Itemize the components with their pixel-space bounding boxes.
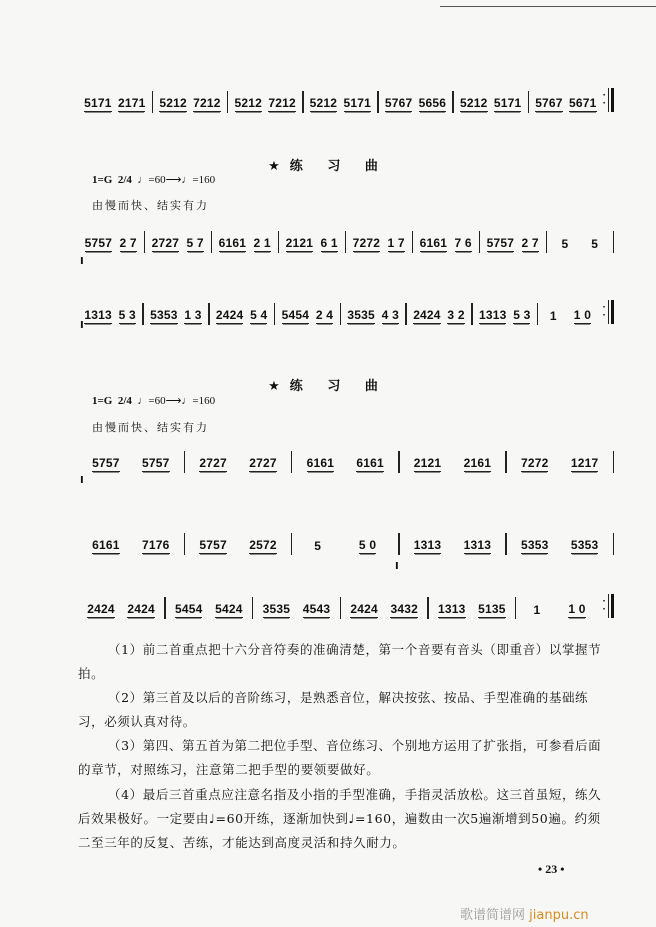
watermark-cn: 歌谱简谱网	[460, 908, 526, 923]
note-group: 6161	[92, 538, 120, 552]
note-group: 5353	[520, 538, 549, 552]
measure	[212, 236, 278, 252]
measure	[538, 308, 602, 324]
note-group: 2121	[285, 236, 314, 250]
note-group: 5757	[84, 236, 113, 250]
measure	[292, 538, 398, 554]
note-group: 2727	[151, 236, 180, 250]
time-signature: 2/4	[117, 395, 132, 407]
note-group: 3 2	[447, 308, 465, 322]
note-group: 5212	[460, 96, 488, 110]
note-group: 6161	[218, 236, 247, 250]
note-group: 3432	[390, 602, 418, 616]
note-group: 5 3	[513, 308, 531, 322]
note-group: 2 4	[315, 308, 334, 322]
note-group: 5353	[150, 308, 178, 322]
measure	[304, 96, 378, 112]
staff-row-4	[78, 452, 614, 472]
measure	[78, 308, 142, 324]
repeat-dots: · ·	[602, 90, 607, 109]
note-group: 7 6	[454, 236, 472, 250]
page-number: • 23 •	[538, 862, 565, 876]
measure	[516, 602, 602, 618]
thick-barline	[611, 88, 614, 112]
measure	[407, 308, 471, 324]
note-group: 5212	[159, 96, 187, 110]
barline	[608, 300, 609, 324]
paragraph-text: （2）第三首及以后的音阶练习，是熟悉音位，解决按弦、按品、手型准确的基础练习，必须认真对待。	[78, 690, 589, 729]
note-group: 5757	[142, 456, 170, 470]
measure	[547, 237, 613, 252]
measure	[166, 602, 252, 618]
key-signature	[92, 394, 215, 407]
note-group: 6161	[419, 236, 448, 250]
note-paragraph-4	[78, 783, 610, 855]
measure	[279, 236, 345, 252]
note-group: 7212	[268, 96, 296, 110]
tempo: ♩=60⟶♩=160	[137, 395, 216, 407]
note-group: 1 7	[387, 236, 405, 250]
note-group: 7272	[352, 236, 381, 250]
note-group: 4 3	[381, 308, 399, 322]
staff-row-1	[78, 92, 614, 112]
note-group: 5671	[569, 96, 597, 110]
note-group: 5454	[174, 602, 203, 616]
note-group: 5 7	[186, 236, 204, 250]
watermark	[460, 904, 589, 923]
note-group: 1 0	[573, 308, 592, 322]
note-group: 5757	[92, 456, 120, 470]
note-group: 2727	[199, 456, 227, 470]
note-paragraph-2	[78, 686, 610, 734]
note-paragraph-1	[78, 638, 610, 686]
watermark-en: jianpu.cn	[529, 908, 589, 923]
barline	[608, 88, 609, 112]
thick-barline	[611, 594, 614, 618]
note-group: 5212	[234, 96, 262, 110]
note-group: 2424	[127, 602, 155, 616]
note-group: 1217	[570, 456, 599, 470]
barline	[613, 533, 615, 555]
measure	[185, 538, 291, 554]
expression-mark: 由慢而快、结实有力	[92, 199, 209, 212]
note-group: 2171	[117, 96, 146, 110]
measure	[529, 96, 603, 112]
measure	[78, 456, 184, 472]
note-group: 1	[533, 603, 541, 617]
note-group: 2121	[413, 456, 442, 470]
repeat-dots: · ·	[602, 302, 606, 321]
measure	[228, 96, 302, 112]
measure	[144, 308, 208, 324]
note-group: 5212	[309, 96, 338, 110]
note-group: 7176	[142, 538, 170, 552]
measure	[454, 96, 528, 112]
note-group: 5171	[493, 96, 522, 110]
measure	[379, 96, 453, 112]
staff-row-2	[78, 232, 614, 252]
measure	[480, 236, 546, 252]
measure	[429, 602, 515, 618]
measure	[292, 456, 398, 472]
note-group: 5 3	[118, 308, 136, 322]
note-group: 5	[561, 237, 569, 251]
note-group: 2424	[413, 308, 441, 322]
note-group: 5767	[535, 96, 563, 110]
note-group: 5767	[384, 96, 413, 110]
note-group: 7272	[520, 456, 549, 470]
measure	[341, 602, 427, 618]
note-group: 2 7	[521, 236, 539, 250]
piece-title: ★练 习 曲	[268, 379, 388, 394]
measure	[78, 96, 152, 112]
key: 1=G	[92, 174, 113, 186]
measure	[253, 602, 339, 618]
staff-row-6	[78, 598, 614, 618]
measure	[400, 456, 506, 472]
tempo: ♩=60⟶♩=160	[137, 174, 216, 186]
piece-title: ★练 习 曲	[268, 159, 388, 174]
note-group: 2161	[463, 456, 492, 470]
measure	[341, 308, 405, 324]
note-group: 1313	[413, 538, 442, 552]
measure	[153, 96, 227, 112]
paragraph-text: （3）第四、第五首为第二把位手型、音位练习、个别地方运用了扩张指，可参看后面的章节，对照练习，注意第二把手型的要领要做好。	[78, 738, 602, 777]
note-group: 6161	[356, 456, 384, 470]
note-group: 5757	[486, 236, 515, 250]
position-mark: I	[80, 320, 84, 331]
measure	[185, 456, 291, 472]
repeat-end-barline	[603, 594, 614, 618]
key: 1=G	[92, 395, 113, 407]
note-group: 5171	[84, 96, 112, 110]
note-group: 1313	[478, 308, 507, 322]
note-group: 3535	[262, 602, 291, 616]
note-group: 5656	[418, 96, 447, 110]
staff-row-3	[78, 304, 614, 324]
paragraph-text: （4）最后三首重点应注意名指及小指的手型准确，手指灵活放松。这三首虽短，练久后效果极好。一定要由♩=60开练，逐渐加快到♩=160，遍数由一次5遍渐增到50遍。约须二至三年的反复、苦练，才能达到高度灵活和持久耐力。	[78, 787, 602, 850]
note-group: 5353	[570, 538, 599, 552]
staff-row-5	[78, 534, 614, 554]
paragraph-text: （1）前二首重点把十六分音符奏的准确清楚，第一个音要有音头（即重音）以掌握节拍。	[78, 642, 602, 681]
note-group: 5454	[281, 308, 310, 322]
note-group: 2424	[350, 602, 378, 616]
barline	[613, 451, 615, 473]
scan-edge-line	[440, 6, 656, 7]
key-signature	[92, 173, 215, 186]
note-group: 3535	[347, 308, 375, 322]
measure	[473, 308, 537, 324]
note-group: 1313	[84, 308, 112, 322]
measure	[507, 538, 613, 554]
measure	[346, 236, 412, 252]
barline	[613, 231, 615, 253]
measure	[78, 236, 144, 252]
measure	[507, 456, 613, 472]
repeat-end-barline	[603, 300, 614, 324]
note-group: 5135	[478, 602, 506, 616]
note-group: 2424	[215, 308, 244, 322]
measure	[78, 538, 184, 554]
note-group: 5	[591, 237, 599, 251]
position-mark: I	[80, 475, 84, 486]
measure	[275, 308, 339, 324]
measure	[78, 602, 164, 618]
note-group: 5 0	[358, 538, 377, 552]
expression-mark: 由慢而快、结实有力	[92, 421, 209, 434]
note-group: 1313	[463, 538, 492, 552]
time-signature: 2/4	[117, 174, 132, 186]
note-group: 7212	[193, 96, 221, 110]
note-group: 5171	[343, 96, 371, 110]
note-group: 2727	[249, 456, 277, 470]
repeat-end-barline	[603, 88, 614, 112]
note-group: 1 3	[184, 308, 202, 322]
note-group: 5	[314, 539, 322, 553]
note-group: 1 0	[568, 602, 586, 616]
note-group: 2424	[87, 602, 115, 616]
note-group: 5424	[215, 602, 243, 616]
note-group: 6 1	[320, 236, 338, 250]
note-group: 6161	[306, 456, 335, 470]
note-group: 1	[549, 309, 557, 323]
thick-barline	[611, 300, 614, 324]
position-mark: I	[80, 256, 84, 267]
measure	[210, 308, 274, 324]
barline	[608, 594, 609, 618]
note-group: 5 4	[250, 308, 268, 322]
note-group: 5757	[199, 538, 227, 552]
measure	[413, 236, 479, 252]
note-group: 1313	[438, 602, 466, 616]
note-group: 2 1	[253, 236, 271, 250]
note-paragraph-3	[78, 734, 610, 782]
position-mark: I	[395, 561, 399, 572]
measure	[400, 538, 506, 554]
measure	[145, 236, 211, 252]
note-group: 2 7	[119, 236, 137, 250]
repeat-dots: · ·	[602, 596, 606, 615]
note-group: 4543	[302, 602, 331, 616]
note-group: 2572	[249, 538, 277, 552]
